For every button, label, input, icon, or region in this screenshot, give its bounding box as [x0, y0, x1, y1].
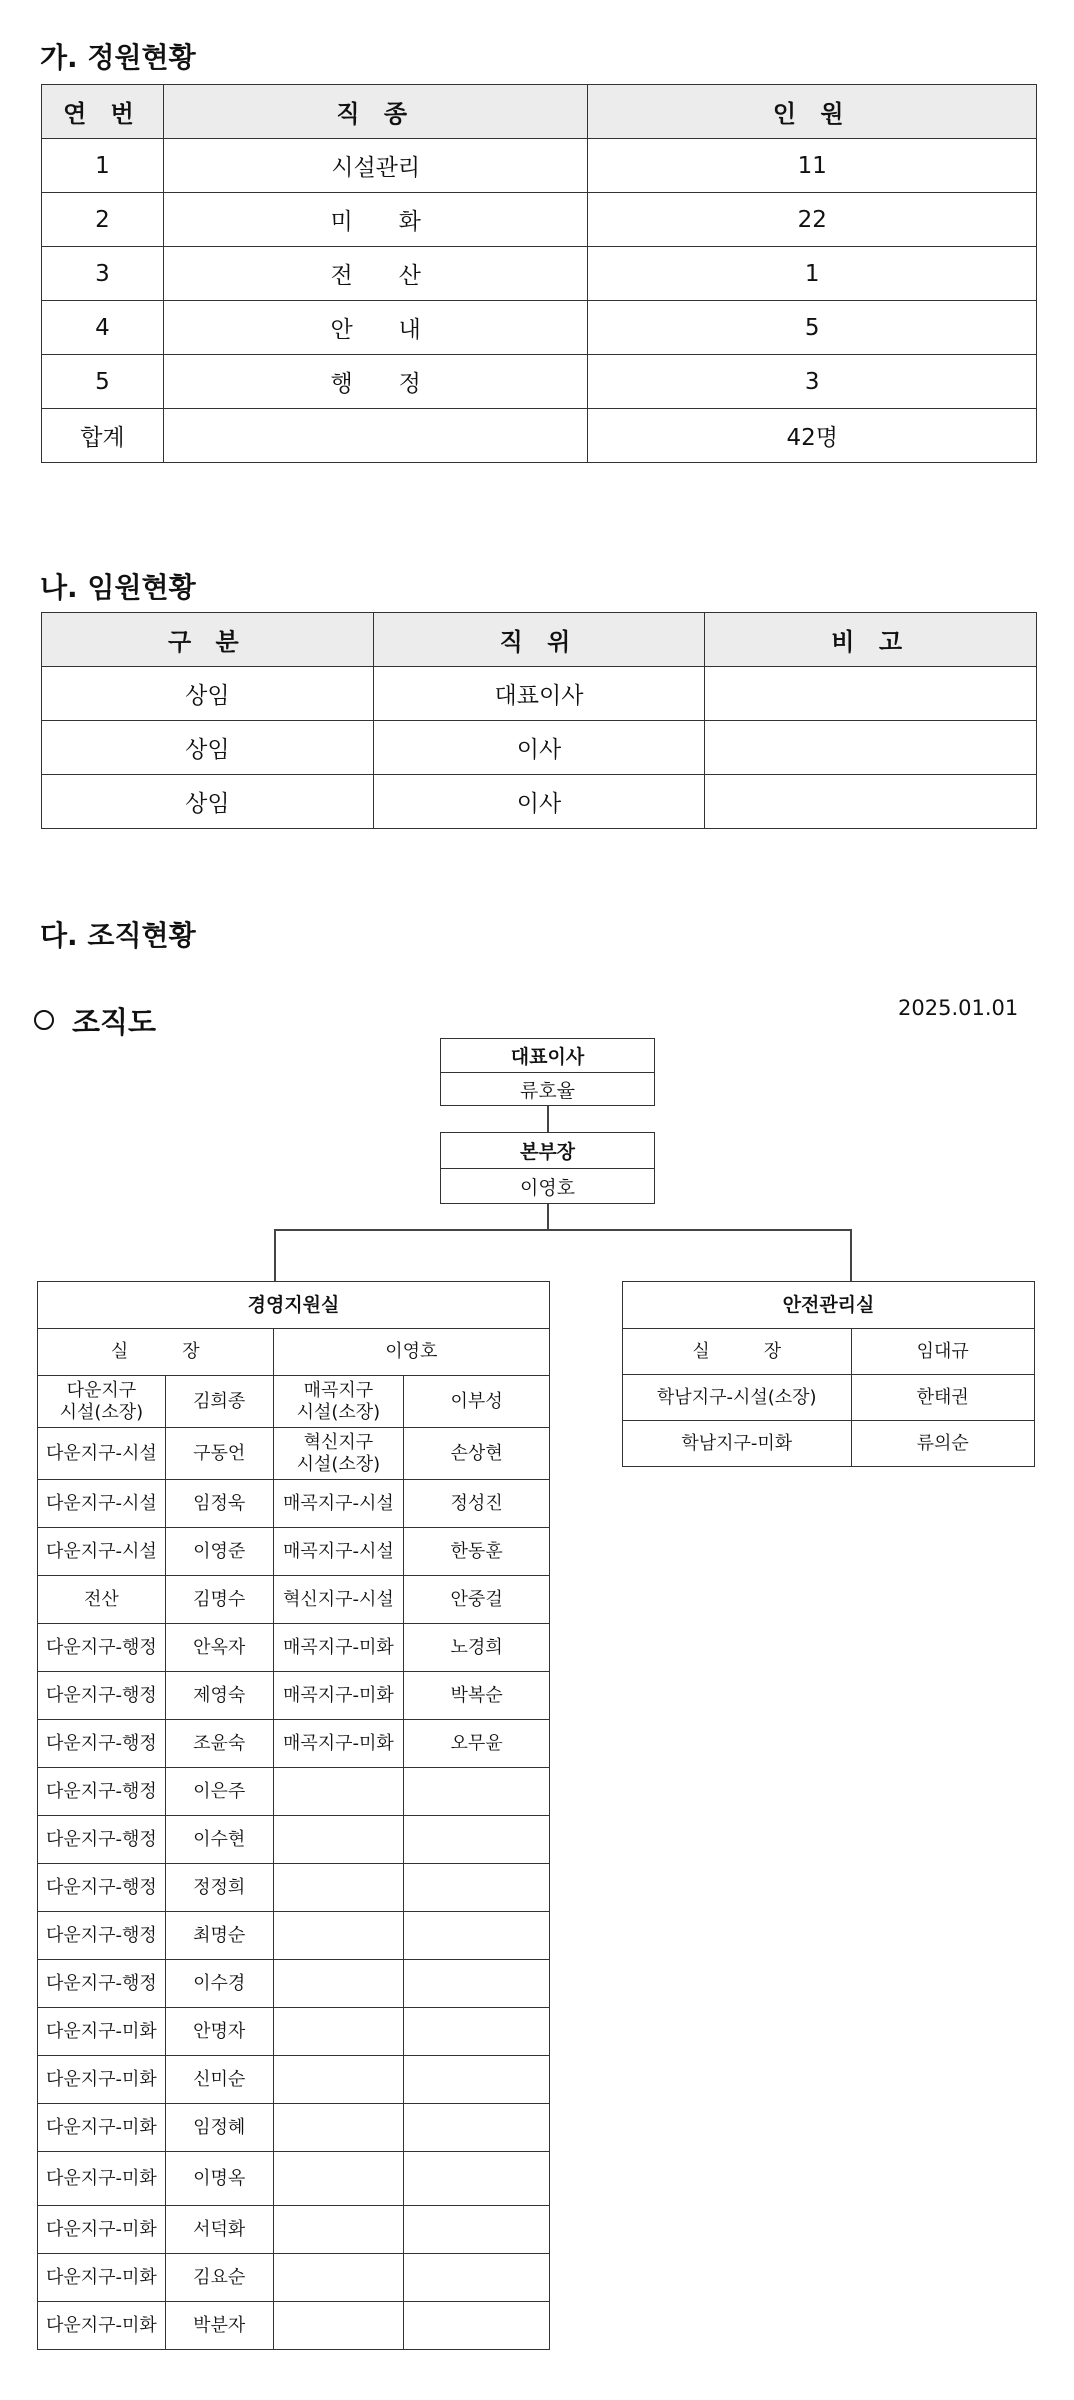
table-cell: 시설관리 — [163, 139, 588, 193]
table-cell: 다운지구-행정 — [38, 1912, 166, 1960]
table-cell: 전 산 — [163, 247, 588, 301]
table-row — [38, 1672, 550, 1720]
table-cell — [705, 721, 1037, 775]
table-cell — [273, 2206, 404, 2254]
table-cell — [404, 2104, 550, 2152]
org-node-title: 본부장 — [441, 1133, 654, 1169]
connector-line — [850, 1229, 852, 1281]
table-cell — [273, 2056, 404, 2104]
table-cell: 다운지구-행정 — [38, 1672, 166, 1720]
org-table-management — [37, 1281, 550, 2350]
table-row — [38, 1624, 550, 1672]
org-dept-title: 안전관리실 — [623, 1282, 1035, 1329]
table-row — [42, 301, 1037, 355]
table-cell: 노경희 — [404, 1624, 550, 1672]
table-cell: 다운지구-미화 — [38, 2152, 166, 2206]
table-cell: 행 정 — [163, 355, 588, 409]
table-row — [42, 775, 1037, 829]
table-cell: 4 — [42, 301, 164, 355]
table-row — [38, 2302, 550, 2350]
table-cell: 매곡지구-시설 — [273, 1480, 404, 1528]
table-row — [38, 1480, 550, 1528]
org-chief-label: 실 장 — [623, 1329, 852, 1375]
org-node-ceo — [440, 1038, 655, 1106]
table-cell — [404, 2206, 550, 2254]
table-row — [38, 1720, 550, 1768]
table-cell — [273, 2152, 404, 2206]
table-cell: 정성진 — [404, 1480, 550, 1528]
section-title-executives: 나. 임원현황 — [40, 571, 196, 604]
table-row — [42, 667, 1037, 721]
section-title-staff: 가. 정원현황 — [40, 41, 196, 74]
table-cell: 안명자 — [165, 2008, 273, 2056]
table-cell: 손상현 — [404, 1428, 550, 1480]
header-cell: 인 원 — [588, 85, 1037, 139]
table-cell: 합계 — [42, 409, 164, 463]
table-row — [38, 2008, 550, 2056]
table-row — [42, 193, 1037, 247]
org-node-director — [440, 1132, 655, 1204]
table-cell: 다운지구-미화 — [38, 2254, 166, 2302]
table-cell: 박복순 — [404, 1672, 550, 1720]
table-cell: 1 — [42, 139, 164, 193]
table-cell: 김요순 — [165, 2254, 273, 2302]
section-title-organization: 다. 조직현황 — [40, 919, 196, 952]
org-dept-title: 경영지원실 — [38, 1282, 550, 1329]
table-cell: 다운지구-행정 — [38, 1864, 166, 1912]
table-cell — [404, 2254, 550, 2302]
table-cell: 혁신지구-시설 — [273, 1576, 404, 1624]
table-header-row — [42, 85, 1037, 139]
org-chief-name: 이영호 — [273, 1329, 549, 1376]
table-cell: 3 — [42, 247, 164, 301]
table-cell — [273, 1816, 404, 1864]
table-cell: 정정희 — [165, 1864, 273, 1912]
table-cell: 다운지구-미화 — [38, 2104, 166, 2152]
table-cell: 안 내 — [163, 301, 588, 355]
org-chief-label: 실 장 — [38, 1329, 274, 1376]
table-cell: 다운지구-미화 — [38, 2056, 166, 2104]
table-cell — [163, 409, 588, 463]
table-cell: 이명옥 — [165, 2152, 273, 2206]
table-cell: 이사 — [373, 721, 705, 775]
table-cell: 한태권 — [851, 1375, 1035, 1421]
table-cell: 이은주 — [165, 1768, 273, 1816]
table-cell: 상임 — [42, 667, 374, 721]
table-cell: 오무윤 — [404, 1720, 550, 1768]
table-cell: 이사 — [373, 775, 705, 829]
table-cell: 5 — [588, 301, 1037, 355]
table-cell — [273, 2302, 404, 2350]
table-row — [38, 2104, 550, 2152]
table-row — [38, 1912, 550, 1960]
connector-line — [274, 1229, 851, 1231]
table-cell: 다운지구-행정 — [38, 1624, 166, 1672]
table-cell: 김희종 — [165, 1376, 273, 1428]
table-row — [42, 355, 1037, 409]
table-cell: 다운지구-행정 — [38, 1720, 166, 1768]
table-row — [38, 1376, 550, 1428]
table-row — [38, 1864, 550, 1912]
org-chart-title: 조직도 — [72, 1005, 157, 1039]
table-cell — [273, 1912, 404, 1960]
table-cell: 다운지구-시설 — [38, 1428, 166, 1480]
table-cell: 박분자 — [165, 2302, 273, 2350]
table-cell — [404, 1816, 550, 1864]
table-cell: 임정혜 — [165, 2104, 273, 2152]
header-cell: 구 분 — [42, 613, 374, 667]
org-node-name: 이영호 — [519, 1177, 576, 1199]
table-cell: 한동훈 — [404, 1528, 550, 1576]
table-cell: 다운지구-행정 — [38, 1816, 166, 1864]
org-node-title: 대표이사 — [441, 1039, 654, 1073]
table-row — [42, 139, 1037, 193]
connector-line — [547, 1204, 549, 1230]
org-table-safety — [622, 1281, 1035, 1467]
header-cell: 직 종 — [163, 85, 588, 139]
table-cell: 다운지구-시설 — [38, 1528, 166, 1576]
table-cell — [404, 1768, 550, 1816]
table-cell — [273, 2104, 404, 2152]
table-cell — [404, 1960, 550, 2008]
table-cell: 5 — [42, 355, 164, 409]
table-cell: 서덕화 — [165, 2206, 273, 2254]
table-cell: 학남지구-시설(소장) — [623, 1375, 852, 1421]
org-node-name: 류호율 — [519, 1080, 576, 1102]
table-cell: 매곡지구-미화 — [273, 1672, 404, 1720]
bullet-circle-icon — [34, 1010, 54, 1030]
table-cell — [404, 2056, 550, 2104]
table-row — [38, 1528, 550, 1576]
table-cell — [273, 1960, 404, 2008]
table-cell: 다운지구 시설(소장) — [38, 1376, 166, 1428]
table-cell: 임정욱 — [165, 1480, 273, 1528]
table-row — [38, 1576, 550, 1624]
table-cell: 상임 — [42, 721, 374, 775]
connector-line — [274, 1229, 276, 1281]
header-cell: 직 위 — [373, 613, 705, 667]
table-cell: 이수경 — [165, 1960, 273, 2008]
table-cell: 상임 — [42, 775, 374, 829]
table-cell: 매곡지구-미화 — [273, 1720, 404, 1768]
table-cell: 다운지구-미화 — [38, 2302, 166, 2350]
table-cell: 미 화 — [163, 193, 588, 247]
table-cell — [404, 1864, 550, 1912]
table-cell: 다운지구-시설 — [38, 1480, 166, 1528]
table-cell — [404, 2152, 550, 2206]
table-cell: 42명 — [588, 409, 1037, 463]
executives-table — [41, 612, 1037, 829]
table-cell: 조윤숙 — [165, 1720, 273, 1768]
table-cell: 류의순 — [851, 1421, 1035, 1467]
staff-table — [41, 84, 1037, 463]
table-cell: 안중걸 — [404, 1576, 550, 1624]
header-cell: 비 고 — [705, 613, 1037, 667]
org-chart-date: 2025.01.01 — [898, 996, 1019, 1020]
table-cell — [705, 775, 1037, 829]
table-cell — [273, 1768, 404, 1816]
table-row — [42, 721, 1037, 775]
table-cell: 이수현 — [165, 1816, 273, 1864]
table-cell: 김명수 — [165, 1576, 273, 1624]
table-cell: 구동언 — [165, 1428, 273, 1480]
table-cell — [273, 2254, 404, 2302]
org-staff-list — [38, 1376, 550, 2350]
table-row — [38, 2152, 550, 2206]
table-row — [38, 1428, 550, 1480]
table-cell: 11 — [588, 139, 1037, 193]
table-row — [38, 1960, 550, 2008]
table-cell: 매곡지구 시설(소장) — [273, 1376, 404, 1428]
table-cell: 최명순 — [165, 1912, 273, 1960]
table-cell: 혁신지구 시설(소장) — [273, 1428, 404, 1480]
table-cell — [273, 2008, 404, 2056]
table-row — [38, 2056, 550, 2104]
table-cell: 이부성 — [404, 1376, 550, 1428]
table-row — [38, 2206, 550, 2254]
table-cell: 다운지구-행정 — [38, 1960, 166, 2008]
table-row — [38, 1816, 550, 1864]
table-cell: 안옥자 — [165, 1624, 273, 1672]
table-cell — [404, 2008, 550, 2056]
table-cell: 1 — [588, 247, 1037, 301]
table-cell — [273, 1864, 404, 1912]
table-cell: 매곡지구-시설 — [273, 1528, 404, 1576]
table-header-row — [42, 613, 1037, 667]
table-cell: 학남지구-미화 — [623, 1421, 852, 1467]
table-cell: 매곡지구-미화 — [273, 1624, 404, 1672]
table-cell: 이영준 — [165, 1528, 273, 1576]
header-cell: 연 번 — [42, 85, 164, 139]
table-row — [38, 1768, 550, 1816]
table-row — [42, 247, 1037, 301]
connector-line — [547, 1106, 549, 1132]
table-total-row — [42, 409, 1037, 463]
table-cell: 다운지구-미화 — [38, 2206, 166, 2254]
table-cell: 2 — [42, 193, 164, 247]
table-row — [38, 2254, 550, 2302]
table-cell — [705, 667, 1037, 721]
org-chief-name: 임대규 — [851, 1329, 1035, 1375]
table-cell: 신미순 — [165, 2056, 273, 2104]
table-cell: 3 — [588, 355, 1037, 409]
table-cell — [404, 1912, 550, 1960]
table-cell — [404, 2302, 550, 2350]
table-cell: 다운지구-미화 — [38, 2008, 166, 2056]
table-cell: 제영숙 — [165, 1672, 273, 1720]
table-cell: 22 — [588, 193, 1037, 247]
table-cell: 전산 — [38, 1576, 166, 1624]
table-cell: 다운지구-행정 — [38, 1768, 166, 1816]
table-cell: 대표이사 — [373, 667, 705, 721]
